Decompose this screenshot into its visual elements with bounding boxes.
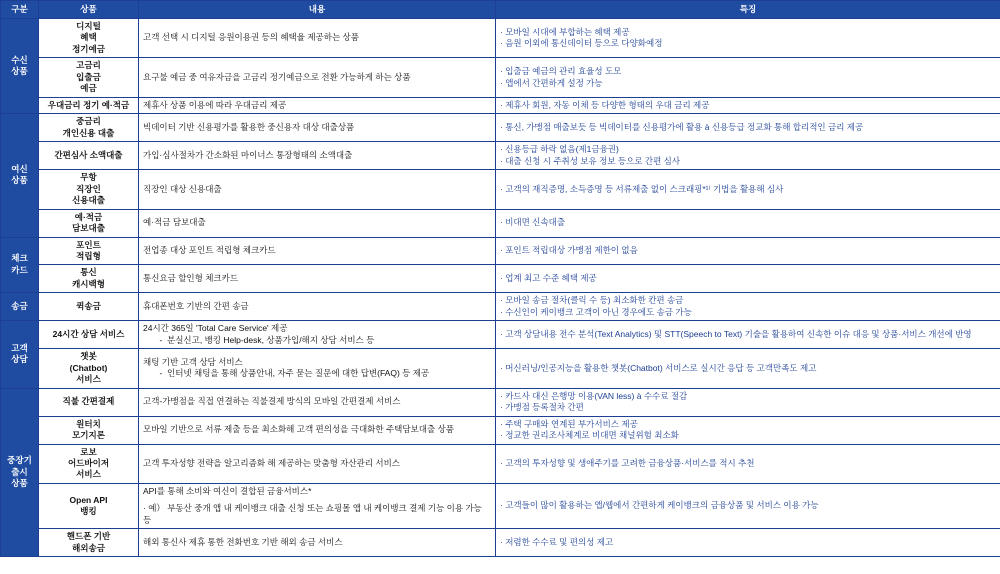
table-row: [1, 293, 1000, 321]
product-label-line: 정기예금: [72, 43, 105, 54]
product-label-line: 예·적금: [74, 211, 103, 222]
product-cell: [39, 142, 139, 170]
group-cell: [1, 114, 39, 237]
table-row: [1, 416, 1000, 444]
feature-cell: [496, 97, 1000, 113]
product-label-line: 캐시백형: [72, 278, 105, 289]
content-cell: [139, 444, 496, 483]
content-cell: [139, 142, 496, 170]
header-product: 상품: [39, 1, 139, 19]
feature-line: · 모바일 시대에 부합하는 혜택 제공: [500, 26, 630, 37]
feature-line: · 카드사 대신 은행망 이용(VAN less) à 수수료 절감: [500, 390, 688, 401]
product-label-line: 어드바이저: [67, 458, 110, 468]
content-cell: [139, 19, 496, 58]
content-line: API를 통해 소비와 여신이 결합된 금융서비스*: [143, 485, 312, 496]
product-label-line: 직장인: [76, 183, 101, 194]
feature-line: · 포인트 적립대상 가맹점 제한이 없음: [500, 245, 638, 256]
content-cell: [139, 170, 496, 209]
content-line: 제휴사 상품 이용에 따라 우대금리 제공: [143, 99, 287, 110]
group-label-line: 중장기: [7, 455, 32, 466]
feature-line: · 정교한 권리조사체계로 비대면 채널위험 최소화: [500, 430, 679, 441]
content-cell: [139, 237, 496, 265]
feature-cell: [496, 170, 1000, 209]
group-label-line: 상품: [11, 478, 28, 489]
content-cell: [139, 209, 496, 237]
table-row: [1, 321, 1000, 349]
feature-cell: [496, 19, 1000, 58]
feature-line: · 업계 최고 수준 혜택 제공: [500, 273, 597, 284]
feature-line: · 신용등급 하락 없음(제1금융권): [500, 144, 619, 155]
group-cell: [1, 321, 39, 388]
feature-cell: [496, 416, 1000, 444]
content-cell: [139, 114, 496, 142]
product-label-line: 혜택: [80, 32, 97, 43]
feature-line: · 주택 구매와 연계된 부가서비스 제공: [500, 418, 638, 429]
table-row: [1, 483, 1000, 528]
content-line: 고객-가맹점을 직접 연결하는 직불결제 방식의 모바일 간편결제 서비스: [143, 396, 401, 407]
product-label-line: 중금리: [76, 116, 101, 127]
header-feature: 특징: [496, 1, 1000, 19]
product-label-line: (Chatbot): [69, 362, 108, 373]
product-label-line: 해외송금: [72, 542, 105, 553]
product-cell: [39, 388, 139, 416]
product-label-line: 디지털: [76, 21, 101, 31]
content-line: - 인터넷 채팅을 통해 상품안내, 자주 묻는 질문에 대한 답변(FAQ) 등 제공: [150, 368, 430, 379]
feature-line: · 저렴한 수수료 및 편의성 제고: [500, 537, 614, 548]
content-line: 고객 선택 시 디지털 응원이용권 등의 혜택율 제공하는 상품: [143, 32, 359, 43]
feature-cell: [496, 321, 1000, 349]
table-row: [1, 444, 1000, 483]
content-line: 가입·심사절차가 간소화된 마이너스 통장형태의 소액대출: [143, 149, 353, 160]
table-header: [1, 1, 1000, 19]
content-cell: [139, 265, 496, 293]
feature-line: · 고객들이 많이 활용하는 앱/웹에서 간편하게 케이뱅크의 금융상품 및 서비스 이용 가능: [500, 500, 819, 511]
group-label-line: 여신: [11, 163, 28, 174]
content-line: 채팅 기반 고객 상담 서비스: [143, 356, 243, 367]
content-line: 빅데이터 기반 신용평가를 활용한 중신용자 대상 대출상품: [143, 122, 355, 133]
feature-cell: [496, 444, 1000, 483]
product-cell: [39, 444, 139, 483]
content-line: 통신요금 할인형 체크카드: [143, 273, 239, 284]
table-row: [1, 349, 1000, 388]
product-cell: [39, 349, 139, 388]
product-cell: [39, 483, 139, 528]
product-cell: [39, 321, 139, 349]
group-label-line: 출시: [11, 466, 28, 477]
product-label-line: 신용대출: [72, 195, 105, 206]
table-row: [1, 529, 1000, 557]
content-cell: [139, 349, 496, 388]
group-label-line: 상품: [11, 175, 28, 186]
feature-cell: [496, 209, 1000, 237]
table-row: [1, 97, 1000, 113]
product-label-line: 포인트: [76, 239, 101, 250]
feature-cell: [496, 114, 1000, 142]
content-cell: [139, 416, 496, 444]
feature-line: · 가맹점 등록절차 간편: [500, 402, 584, 413]
product-label-line: 우대금리 정기 예·적금: [47, 99, 130, 110]
product-cell: [39, 19, 139, 58]
content-line: 직장인 대상 신용대출: [143, 183, 222, 194]
feature-cell: [496, 265, 1000, 293]
feature-line: · 통신, 가맹점 매출보듯 등 빅데이터를 신용평가에 활용 à 신용등급 정교화 통해 합리적인 금리 제공: [500, 122, 864, 133]
table-body: [1, 19, 1000, 557]
feature-cell: [496, 349, 1000, 388]
group-label-line: 송금: [11, 301, 28, 312]
table-row: [1, 142, 1000, 170]
feature-cell: [496, 58, 1000, 97]
feature-cell: [496, 237, 1000, 265]
product-label-line: 서비스: [76, 374, 101, 385]
content-line: 고객 투자성향 전략을 알고리즘화 해 제공하는 맞춤형 자산관리 서비스: [143, 458, 401, 468]
group-cell: [1, 293, 39, 321]
product-label-line: 개인신용 대출: [62, 127, 115, 138]
content-line: 해외 통신사 제휴 통한 전화번호 기반 해외 송금 서비스: [143, 537, 343, 548]
feature-cell: [496, 388, 1000, 416]
content-cell: [139, 58, 496, 97]
product-label-line: 간편심사 소액대출: [54, 149, 123, 160]
product-label-line: 모기지론: [72, 430, 105, 441]
group-label-line: 상담: [11, 354, 28, 365]
product-cell: [39, 416, 139, 444]
content-cell: [139, 388, 496, 416]
header-group: 구분: [1, 1, 39, 19]
table-row: [1, 265, 1000, 293]
table-row: [1, 58, 1000, 97]
content-cell: [139, 321, 496, 349]
product-label-line: 서비스: [76, 469, 101, 480]
content-line: · 예） 부동산 중개 앱 내 케이뱅크 대출 신청 또는 쇼핑몰 앱 내 케이뱅크 결제 기능 이용 가능 등: [143, 503, 485, 525]
product-cell: [39, 529, 139, 557]
content-line: 요구불 예금 중 여유자금을 고금리 정기예금으로 전환 가능하게 하는 상품: [143, 71, 411, 82]
feature-line: · 고객 상담내용 전수 분석(Text Analytics) 및 STT(Speech to Text) 기술을 활용하여 신속한 이슈 대응 및 상품·서비스 개선에 반영: [500, 329, 972, 340]
table-row: [1, 237, 1000, 265]
product-label-line: 퀵송금: [76, 301, 101, 312]
table-row: [1, 170, 1000, 209]
product-label-line: 24시간 상담 서비스: [52, 329, 125, 340]
group-cell: [1, 19, 39, 114]
product-cell: [39, 237, 139, 265]
table-row: [1, 209, 1000, 237]
feature-line: · 머신러닝/인공지능을 활용한 챗봇(Chatbot) 서비스로 실시간 응답 등 고객만족도 제고: [500, 362, 817, 373]
feature-cell: [496, 293, 1000, 321]
feature-line: · 고객의 투자성향 및 생애주기를 고려한 금융상품·서비스를 적시 추천: [500, 458, 755, 468]
table-header-row: [1, 1, 1000, 19]
product-label-line: Open API: [69, 494, 108, 505]
feature-cell: [496, 529, 1000, 557]
product-label-line: 예금: [80, 83, 97, 94]
feature-line: · 대출 신청 시 주취성 보유 정보 등으로 간편 심사: [500, 155, 681, 166]
product-label-line: 뱅킹: [80, 506, 97, 517]
product-cell: [39, 265, 139, 293]
content-cell: [139, 529, 496, 557]
group-label-line: 카드: [11, 264, 28, 275]
product-cell: [39, 58, 139, 97]
group-label-line: 고객: [11, 343, 28, 354]
content-line: - 분실신고, 뱅킹 Help-desk, 상품가입/해지 상담 서비스 등: [150, 334, 375, 345]
feature-cell: [496, 142, 1000, 170]
feature-line: · 음원 이외에 통신데이터 등으로 다양화예정: [500, 38, 663, 49]
group-label-line: 수신: [11, 54, 28, 65]
product-label-line: 통신: [80, 267, 97, 278]
content-line: 예·적금 담보대출: [143, 217, 206, 228]
product-label-line: 챗봇: [80, 351, 97, 362]
product-label-line: 직불 간편결제: [62, 396, 115, 407]
product-label-line: 적립형: [76, 250, 101, 261]
product-cell: [39, 97, 139, 113]
content-line: 전업종 대상 포인트 적립형 체크카드: [143, 245, 276, 256]
header-content: 내용: [139, 1, 496, 19]
feature-line: · 모바일 송금 절차(클릭 수 등) 최소화한 칸편 송금: [500, 295, 684, 306]
content-cell: [139, 483, 496, 528]
product-label-line: 로보: [80, 446, 97, 457]
feature-line: · 입출금 예금의 관리 효율성 도모: [500, 66, 622, 77]
content-cell: [139, 293, 496, 321]
content-line: 24시간 365일 'Total Care Service' 제공: [143, 323, 288, 334]
feature-line: · 제휴사 회원, 자동 이체 등 다양한 형태의 우대 금리 제공: [500, 99, 710, 110]
content-line: 모바일 기반으로 서류 제출 등을 최소화해 고객 편의성을 극대화한 주택담보대출 상품: [143, 424, 455, 435]
product-cell: [39, 209, 139, 237]
table-row: [1, 114, 1000, 142]
group-cell: [1, 237, 39, 293]
table-row: [1, 388, 1000, 416]
feature-line: · 비대면 신속대출: [500, 217, 566, 228]
product-cell: [39, 170, 139, 209]
product-label-line: 입출금: [76, 71, 101, 82]
product-label-line: 고금리: [76, 60, 101, 71]
feature-line: · 수신인이 케이뱅크 고객이 아닌 경우에도 송금 가능: [500, 306, 692, 317]
product-label-line: 핸드폰 기반: [66, 531, 111, 542]
group-label-line: 체크: [11, 253, 28, 264]
group-cell: [1, 388, 39, 557]
feature-line: · 고객의 재직증명, 소득증명 등 서류제출 없이 스크래핑*¹⁾ 기법을 활용해 심사: [500, 183, 784, 194]
feature-line: · 앱에서 간편하게 설정 가능: [500, 77, 603, 88]
product-label-line: 무항: [80, 172, 97, 183]
content-cell: [139, 97, 496, 113]
product-cell: [39, 293, 139, 321]
product-label-line: 담보대출: [72, 223, 105, 234]
product-label-line: 원터치: [76, 418, 101, 429]
group-label-line: 상품: [11, 66, 28, 77]
feature-cell: [496, 483, 1000, 528]
table-row: [1, 19, 1000, 58]
content-line: 휴대폰번호 기반의 간편 송금: [143, 301, 249, 312]
product-cell: [39, 114, 139, 142]
